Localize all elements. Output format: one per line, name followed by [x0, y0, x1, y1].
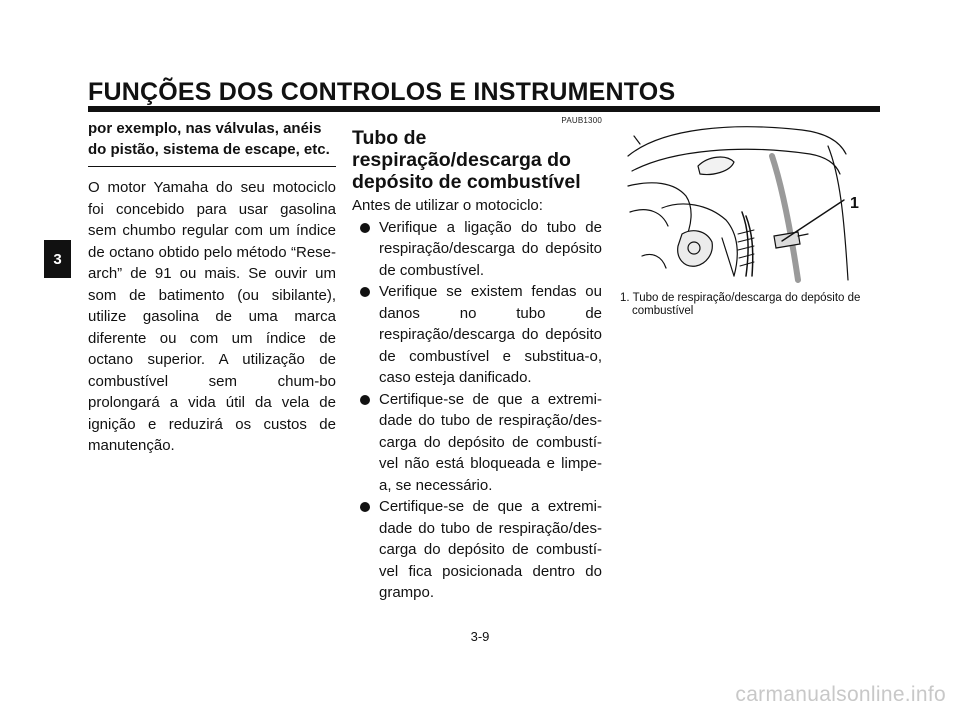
section-title-line3: depósito de combustível [352, 171, 581, 193]
page-header-title: FUNÇÕES DOS CONTROLOS E INSTRUMENTOS [88, 78, 676, 106]
bullet-icon [360, 223, 370, 233]
figure-callout-label: 1 [850, 195, 859, 212]
scooter-breather-tube-illustration [622, 116, 872, 284]
continued-heading: por exemplo, nas válvulas, anéis do pistão, sistema de escape, etc. [88, 118, 336, 167]
section-intro: Antes de utilizar o motociclo: [352, 197, 543, 214]
section-title [352, 127, 602, 193]
check-list [352, 217, 602, 604]
fuel-octane-paragraph: O motor Yamaha do seu motociclo foi concebido para usar gasolina sem chumbo regular com um índice de octano obtido pelo método “Rese-arch” de 91 ou mais. Se ouvir um som de batimento (ou sibilante), utilize gasolina de uma marca diferente ou com um índice de octano superior. A utilização de combustível sem chum-bo prolongará a vida útil da vela de ignição e reduzirá os custos de manutenção. [88, 179, 336, 454]
chapter-tab: 3 [44, 240, 71, 278]
list-item: Verifique a ligação do tubo de respiração/descarga do depósito de combustível. [352, 217, 602, 282]
illustration-svg [622, 116, 872, 284]
page-number: 3-9 [470, 629, 490, 644]
bullet-icon [360, 287, 370, 297]
figure-caption [620, 292, 880, 318]
caption-line2: combustível [632, 305, 694, 317]
watermark: carmanualsonline.info [735, 683, 946, 706]
section-title-line1: Tubo de [352, 127, 427, 149]
caption-number: 1. [620, 292, 630, 304]
list-item: Verifique se existem fendas ou danos no tubo de respiração/descarga do depósito de combustível e substitua-o, caso esteja danificado. [352, 281, 602, 389]
caption-line1: Tubo de respiração/descarga do depósito de [632, 292, 861, 304]
section-title-line2: respiração/descarga do [352, 149, 571, 171]
header-rule [88, 106, 880, 112]
list-item: Certifique-se de que a extremi-dade do tubo de respiração/des-carga do depósito de combustí-vel não está bloqueada e limpe-a, se necessário. [352, 389, 602, 497]
bullet-icon [360, 395, 370, 405]
list-item: Certifique-se de que a extremi-dade do tubo de respiração/des-carga do depósito de combustí-vel fica posicionada dentro do grampo. [352, 496, 602, 604]
bullet-icon [360, 502, 370, 512]
column-middle [352, 116, 602, 604]
section-code: PAUB1300 [561, 116, 602, 125]
column-left [88, 118, 336, 457]
